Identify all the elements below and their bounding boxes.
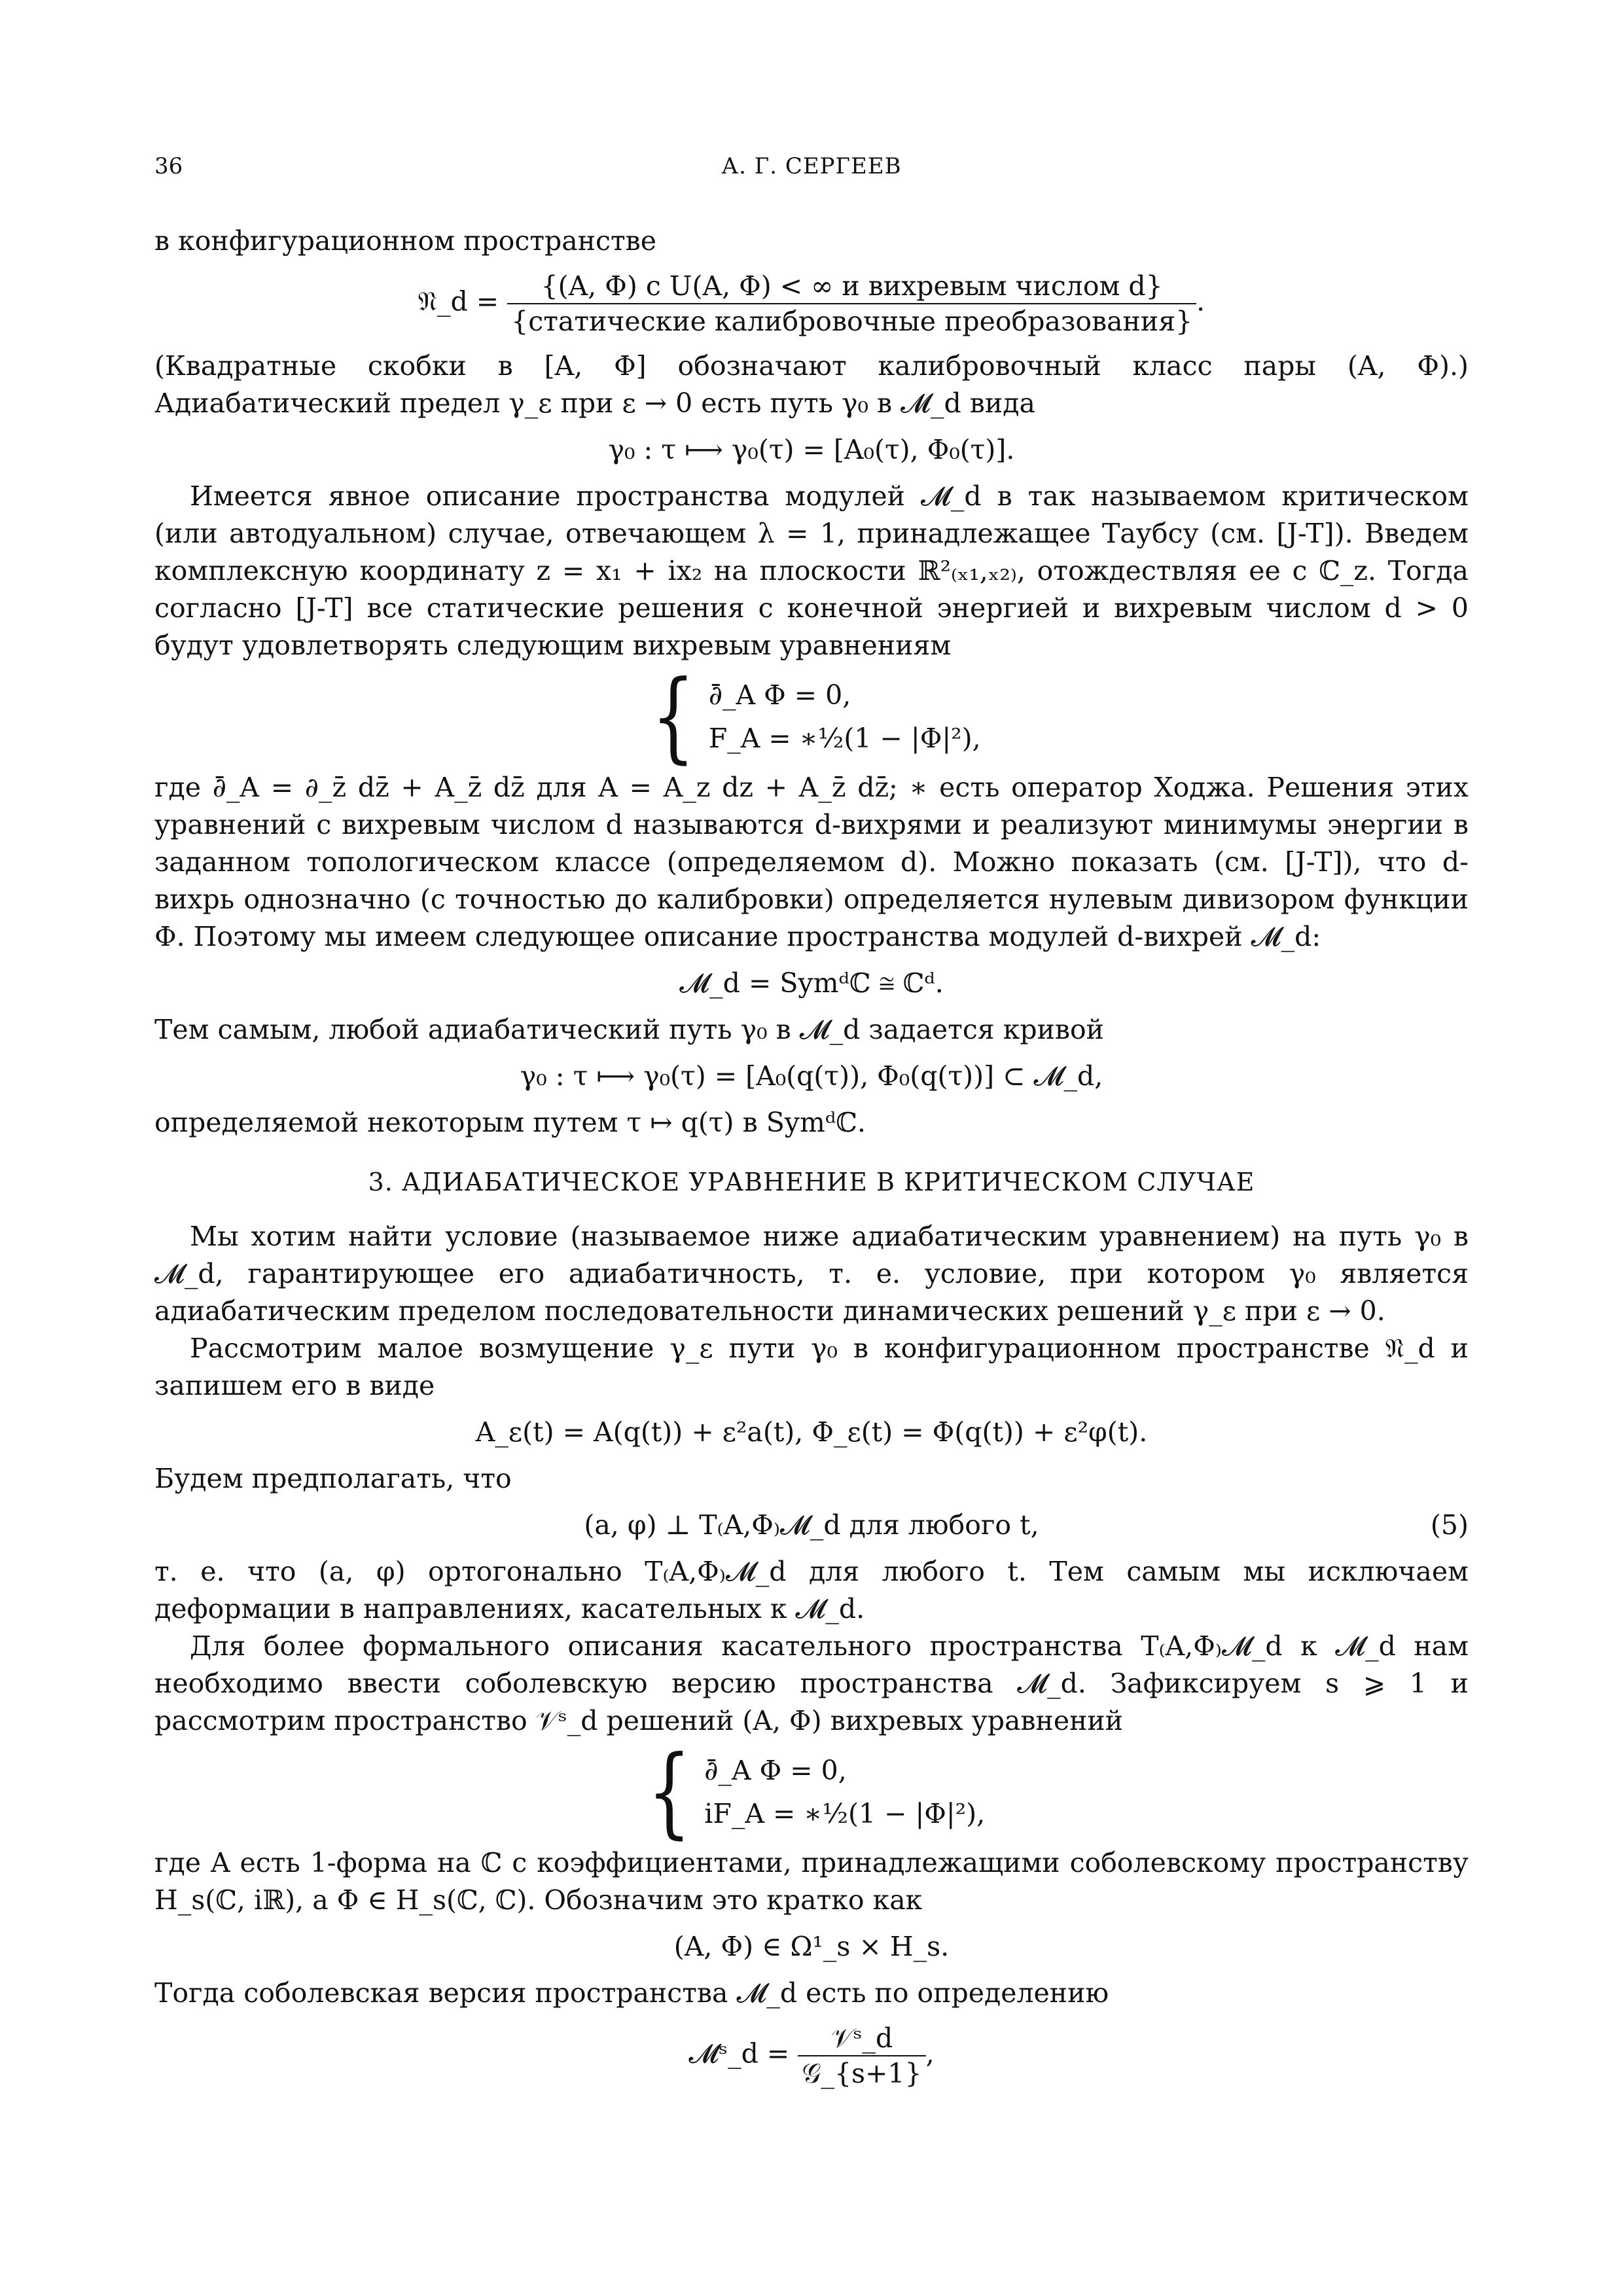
equation: (A, Φ) ∈ Ω¹_s × H_s. (673, 1931, 950, 1962)
system-lines (709, 673, 981, 760)
paragraph: где A есть 1-форма на ℂ с коэффициентами, принадлежащими соболевскому пространству H_s(ℂ, iℝ), а Φ ∈ H_s(ℂ, ℂ). Обозначим это кратко как (154, 1847, 1469, 1916)
left-brace: { (647, 1735, 691, 1849)
system-line: ∂̄_A Φ = 0, (704, 1755, 847, 1786)
paragraph: Тем самым, любой адиабатический путь γ₀ в 𝓜_d задается кривой (154, 1014, 1104, 1045)
running-header (154, 148, 1469, 187)
equation: γ₀ : τ ⟼ γ₀(τ) = [A₀(τ), Φ₀(τ)]. (608, 434, 1015, 465)
equation-body: (a, φ) ⊥ T₍A,Φ₎𝓜_d для любого t, (584, 1509, 1039, 1541)
fraction-denominator: {статические калибровочные преобразования} (511, 306, 1193, 337)
paragraph: определяемой некоторым путем τ ↦ q(τ) в Symᵈℂ. (154, 1107, 866, 1138)
system-lines (704, 1749, 985, 1835)
fraction-equation (154, 269, 1469, 338)
paragraph: в конфигурационном пространстве (154, 225, 657, 257)
fraction (798, 2021, 925, 2090)
system (642, 660, 981, 774)
system-line: F_A = ∗½(1 − |Φ|²), (708, 723, 981, 754)
paragraph: Для более формального описания касательного пространства T₍A,Φ₎𝓜_d к 𝓜_d нам необходимо ввести соболевскую версию пространства 𝓜_d. Зафиксируем s ⩾ 1 и рассмотрим пространство 𝒱ˢ_d решений (A, Φ) вихревых уравнений (154, 1630, 1469, 1736)
system-line: ∂̄_A Φ = 0, (708, 679, 851, 711)
equation-tail: . (1196, 285, 1205, 317)
left-brace: { (651, 660, 696, 774)
equation: A_ε(t) = A(q(t)) + ε²a(t), Φ_ε(t) = Φ(q(t)) + ε²φ(t). (475, 1416, 1148, 1448)
paragraph: т. е. что (a, φ) ортогонально T₍A,Φ₎𝓜_d для любого t. Тем самым мы исключаем деформации в направлениях, касательных к 𝓜_d. (154, 1556, 1469, 1624)
paragraph: где ∂̄_A = ∂_z̄ dz̄ + A_z̄ dz̄ для A = A_z dz + A_z̄ dz̄; ∗ есть оператор Ходжа. Решения этих уравнений с вихревым числом d называются d-вихрями и реализуют минимумы энергии в заданном топологическом классе (определяемом d). Можно показать (см. [J-T]), что d-вихрь однозначно (с точностью до калибровки) определяется нулевым дивизором функции Φ. Поэтому мы имеем следующее описание пространства модулей d-вихрей 𝓜_d: (154, 772, 1469, 952)
equation-lhs: 𝓜ˢ_d = (688, 2037, 790, 2070)
equation: 𝓜_d = Symᵈℂ ≅ ℂᵈ. (679, 967, 944, 999)
equation-system (154, 1735, 1469, 1849)
equation-system (154, 660, 1469, 774)
page-number: 36 (154, 153, 183, 179)
paragraph: Рассмотрим малое возмущение γ_ε пути γ₀ в конфигурационном пространстве 𝔑_d и запишем его в виде (154, 1333, 1469, 1401)
fraction-numerator: 𝒱ˢ_d (798, 2021, 925, 2056)
paragraph: Будем предполагать, что (154, 1463, 512, 1494)
system-line: iF_A = ∗½(1 − |Φ|²), (704, 1798, 986, 1829)
paragraph: Имеется явное описание пространства модулей 𝓜_d в так называемом критическом (или автодуальном) случае, отвечающем λ = 1, принадлежащее Таубсу (см. [J-T]). Введем комплексную координату z = x₁ + ix₂ на плоскости ℝ²₍ₓ₁,ₓ₂₎, отождествляя ее с ℂ_z. Тогда согласно [J-T] все статические решения с конечной энергией и вихревым числом d > 0 будут удовлетворять следующим вихревым уравнениям (154, 480, 1469, 661)
fraction-denominator: 𝒢_{s+1} (802, 2058, 922, 2089)
fraction (507, 269, 1196, 338)
running-title: А. Г. СЕРГЕЕВ (721, 153, 902, 179)
equation: γ₀ : τ ⟼ γ₀(τ) = [A₀(q(τ)), Φ₀(q(τ))] ⊂ 𝓜_d, (520, 1060, 1103, 1092)
article-body (154, 223, 1469, 2100)
equation-tail: , (925, 2037, 935, 2070)
equation-lhs: 𝔑_d = (418, 285, 499, 317)
numbered-equation (154, 1507, 1469, 1544)
system (638, 1735, 986, 1849)
fraction-numerator: {(A, Φ) с U(A, Φ) < ∞ и вихревым числом d} (507, 269, 1196, 304)
fraction-equation (154, 2021, 1469, 2090)
paragraph: (Квадратные скобки в [A, Φ] обозначают калибровочный класс пары (A, Φ).) Адиабатический предел γ_ε при ε → 0 есть путь γ₀ в 𝓜_d вида (154, 350, 1469, 419)
section-heading: 3. АДИАБАТИЧЕСКОЕ УРАВНЕНИЕ В КРИТИЧЕСКОМ СЛУЧАЕ (368, 1168, 1255, 1196)
equation-number: (5) (1430, 1509, 1469, 1541)
paragraph: Тогда соболевская версия пространства 𝓜_d есть по определению (154, 1977, 1109, 2009)
paragraph: Мы хотим найти условие (называемое ниже адиабатическим уравнением) на путь γ₀ в 𝓜_d, гарантирующее его адиабатичность, т. е. условие, при котором γ₀ является адиабатическим пределом последовательности динамических решений γ_ε при ε → 0. (154, 1221, 1469, 1327)
